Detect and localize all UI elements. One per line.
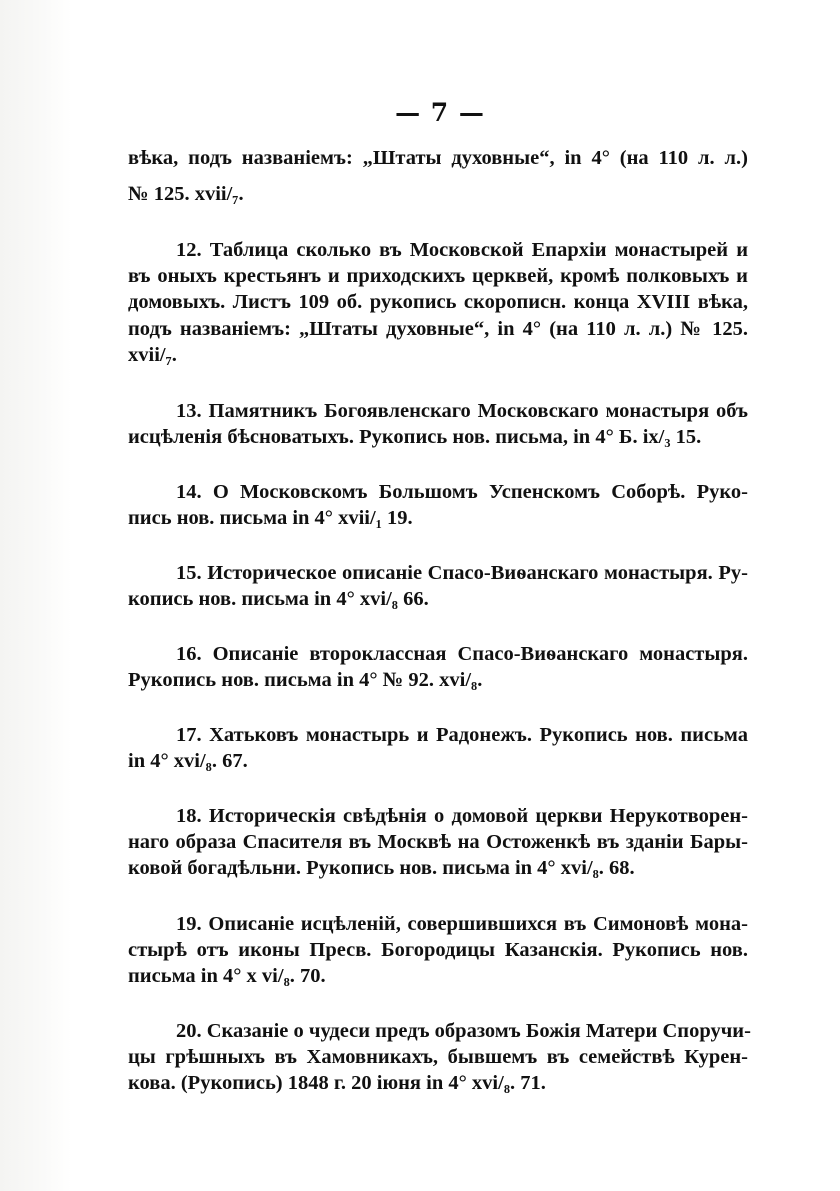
entry-16-line: 16. Описаніе второклассная Спасо-Виѳанскаго монастыря. (176, 643, 748, 665)
entry-15-line: 15. Историческое описаніе Спасо-Виѳанскаго монастыря. Ру- (176, 562, 748, 584)
entry-20-line: кова. (Рукопись) 1848 г. 20 іюня in 4° xvi/₈. 71. (128, 1072, 546, 1094)
entry-12-line: подъ названіемъ: „Штаты духовные“, in 4° (на 110 л. л.) № 125. (128, 318, 748, 340)
entry-20-line: 20. Сказаніе о чудеси предъ образомъ Божія Матери Споручи- (176, 1020, 751, 1042)
text-line: вѣка, подъ названіемъ: „Штаты духовные“, in 4° (на 110 л. л.) (128, 147, 748, 169)
entry-20-line: цы грѣшныхъ въ Хамовникахъ, бывшемъ въ семействѣ Курен- (128, 1046, 748, 1068)
entry-12-line: 12. Таблица сколько въ Московской Епархіи монастырей и (176, 239, 748, 261)
entry-14-line: пись нов. письма in 4° xvii/₁ 19. (128, 507, 413, 529)
entry-19-line: стырѣ отъ иконы Пресв. Богородицы Казанскія. Рукопись нов. (128, 939, 748, 961)
entry-19-line: 19. Описаніе исцѣленій, совершившихся въ Симоновѣ мона- (176, 913, 748, 935)
entry-15-line: копись нов. письма in 4° xvi/₈ 66. (128, 588, 429, 610)
entry-12-line: домовыхъ. Листъ 109 об. рукопись скорописн. конца XVIII вѣка, (128, 291, 748, 313)
entry-14-line: 14. О Московскомъ Большомъ Успенскомъ Соборѣ. Руко- (176, 481, 748, 503)
entry-12-line: xvii/₇. (128, 344, 177, 366)
page-number: — 7 — (395, 98, 485, 127)
entry-12-line: въ оныхъ крестьянъ и приходскихъ церквей, кромѣ полковыхъ и (128, 265, 748, 287)
entry-18-line: 18. Историческія свѣдѣнія о домовой церкви Нерукотворен- (176, 805, 748, 827)
entry-16-line: Рукопись нов. письма in 4° № 92. xvi/₈. (128, 669, 483, 691)
entry-17-line: in 4° xvi/₈. 67. (128, 750, 248, 772)
entry-17-line: 17. Хатьковъ монастырь и Радонежъ. Рукопись нов. письма (176, 724, 748, 746)
entry-19-line: письма in 4° x vi/₈. 70. (128, 965, 326, 987)
entry-13-line: исцѣленія бѣсноватыхъ. Рукопись нов. письма, in 4° Б. ix/₃ 15. (128, 426, 702, 448)
entry-18-line: ковой богадѣльни. Рукопись нов. письма in 4° xvi/₈. 68. (128, 857, 635, 879)
entry-18-line: наго образа Спасителя въ Москвѣ на Остоженкѣ въ зданіи Бары- (128, 831, 748, 853)
entry-13-line: 13. Памятникъ Богоявленскаго Московскаго монастыря объ (176, 400, 748, 422)
text-line: № 125. xvii/₇. (128, 183, 244, 205)
